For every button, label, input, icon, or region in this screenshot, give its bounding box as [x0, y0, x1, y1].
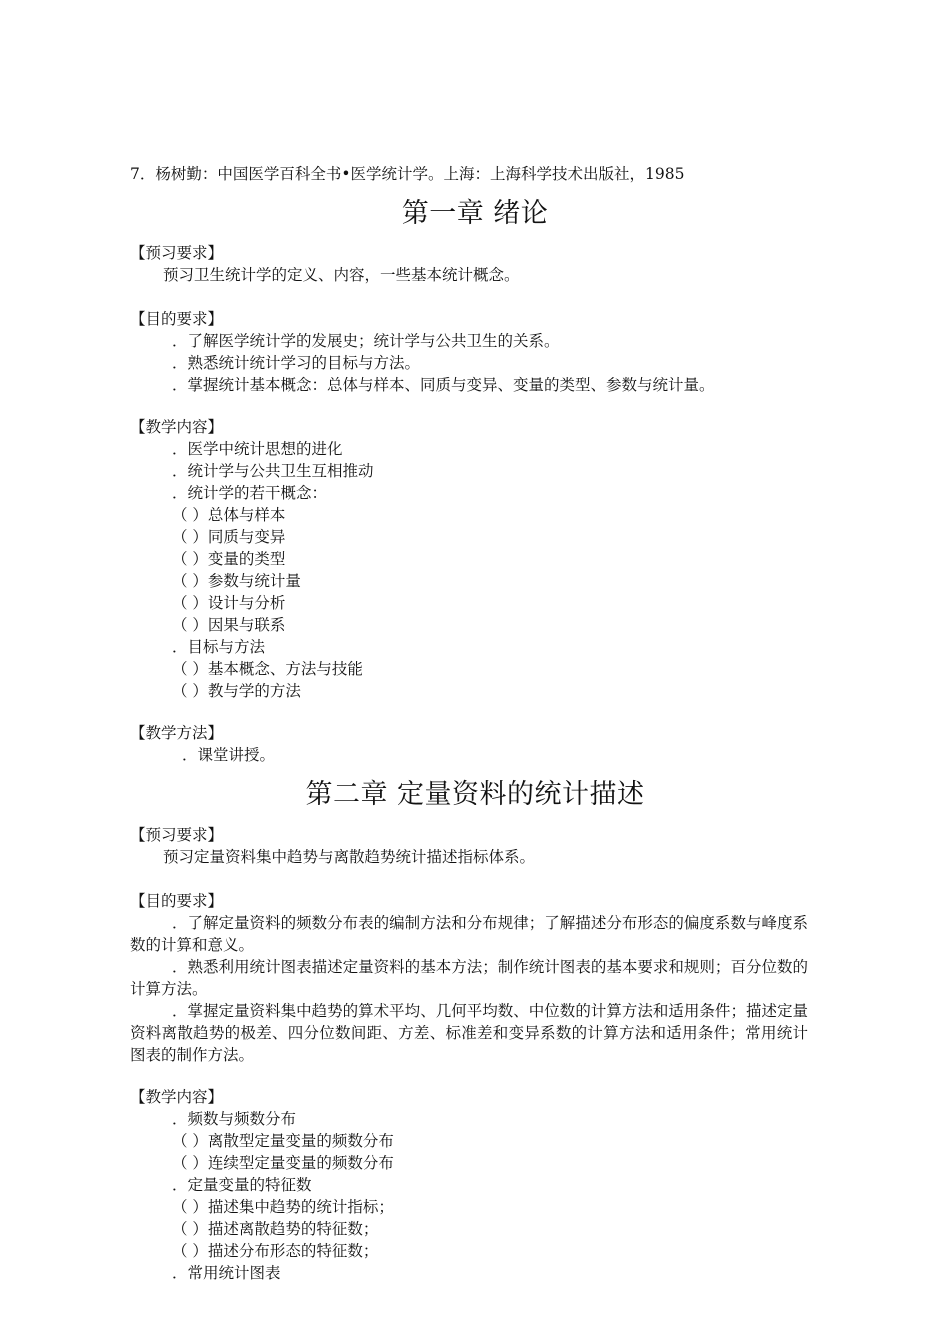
ch2-content-item: ．常用统计图表 — [172, 1264, 281, 1282]
ch1-content-subitem: （ ）教与学的方法 — [172, 682, 301, 700]
ch1-goal-item: ．掌握统计基本概念：总体与样本、同质与变异、变量的类型、参数与统计量。 — [172, 376, 715, 394]
chapter-1-title: 第一章 绪论 — [401, 198, 549, 229]
ch1-goals-heading: 【目的要求】 — [130, 310, 224, 328]
ch1-method-item: ．课堂讲授。 — [182, 746, 276, 764]
ch1-content-subitem: （ ）设计与分析 — [172, 594, 286, 612]
ch1-goal-item: ．了解医学统计学的发展史；统计学与公共卫生的关系。 — [172, 332, 560, 350]
ch1-preview-text: 预习卫生统计学的定义、内容，一些基本统计概念。 — [163, 266, 520, 284]
ch2-preview-text: 预习定量资料集中趋势与离散趋势统计描述指标体系。 — [163, 848, 536, 866]
ch2-content-subitem: （ ）连续型定量变量的频数分布 — [172, 1154, 394, 1172]
ch1-content-item: ．目标与方法 — [172, 638, 266, 656]
ch1-content-item: ．统计学的若干概念： — [172, 484, 328, 502]
ch2-content-subitem: （ ）描述离散趋势的特征数； — [172, 1220, 379, 1238]
ch1-content-heading: 【教学内容】 — [130, 418, 224, 436]
ch1-content-subitem: （ ）总体与样本 — [172, 506, 286, 524]
ch1-content-subitem: （ ）同质与变异 — [172, 528, 286, 546]
ch2-goal-paragraph: ．掌握定量资料集中趋势的算术平均、几何平均数、中位数的计算方法和适用条件；描述定量资料离散趋势的极差、四分位数间距、方差、标准差和变异系数的计算方法和适用条件；常用统计图表的制作方法。 — [130, 1002, 808, 1064]
chapter-2-title: 第二章 定量资料的统计描述 — [305, 779, 645, 810]
ch1-content-subitem: （ ）因果与联系 — [172, 616, 286, 634]
ch2-goal-paragraph: ．了解定量资料的频数分布表的编制方法和分布规律；了解描述分布形态的偏度系数与峰度系数的计算和意义。 — [130, 914, 808, 954]
ch1-content-item: ．统计学与公共卫生互相推动 — [172, 462, 374, 480]
ch2-content-item: ．定量变量的特征数 — [172, 1176, 312, 1194]
ch2-goals-heading: 【目的要求】 — [130, 892, 224, 910]
ch2-content-subitem: （ ）描述集中趋势的统计指标； — [172, 1198, 394, 1216]
ch2-preview-heading: 【预习要求】 — [130, 826, 224, 844]
ch1-content-item: ．医学中统计思想的进化 — [172, 440, 343, 458]
ch1-content-subitem: （ ）基本概念、方法与技能 — [172, 660, 363, 678]
reference-entry: 7．杨树勤：中国医学百科全书•医学统计学。上海：上海科学技术出版社，1985 — [130, 165, 685, 183]
ch2-content-item: ．频数与频数分布 — [172, 1110, 297, 1128]
ch2-content-heading: 【教学内容】 — [130, 1088, 224, 1106]
ch1-content-subitem: （ ）变量的类型 — [172, 550, 286, 568]
ch2-content-subitem: （ ）离散型定量变量的频数分布 — [172, 1132, 394, 1150]
ch1-goal-item: ．熟悉统计统计学习的目标与方法。 — [172, 354, 421, 372]
ch1-preview-heading: 【预习要求】 — [130, 244, 224, 262]
ch2-goal-paragraph: ．熟悉利用统计图表描述定量资料的基本方法；制作统计图表的基本要求和规则；百分位数的计算方法。 — [130, 958, 808, 998]
ch1-content-subitem: （ ）参数与统计量 — [172, 572, 301, 590]
ch2-content-subitem: （ ）描述分布形态的特征数； — [172, 1242, 379, 1260]
ch1-method-heading: 【教学方法】 — [130, 724, 224, 742]
